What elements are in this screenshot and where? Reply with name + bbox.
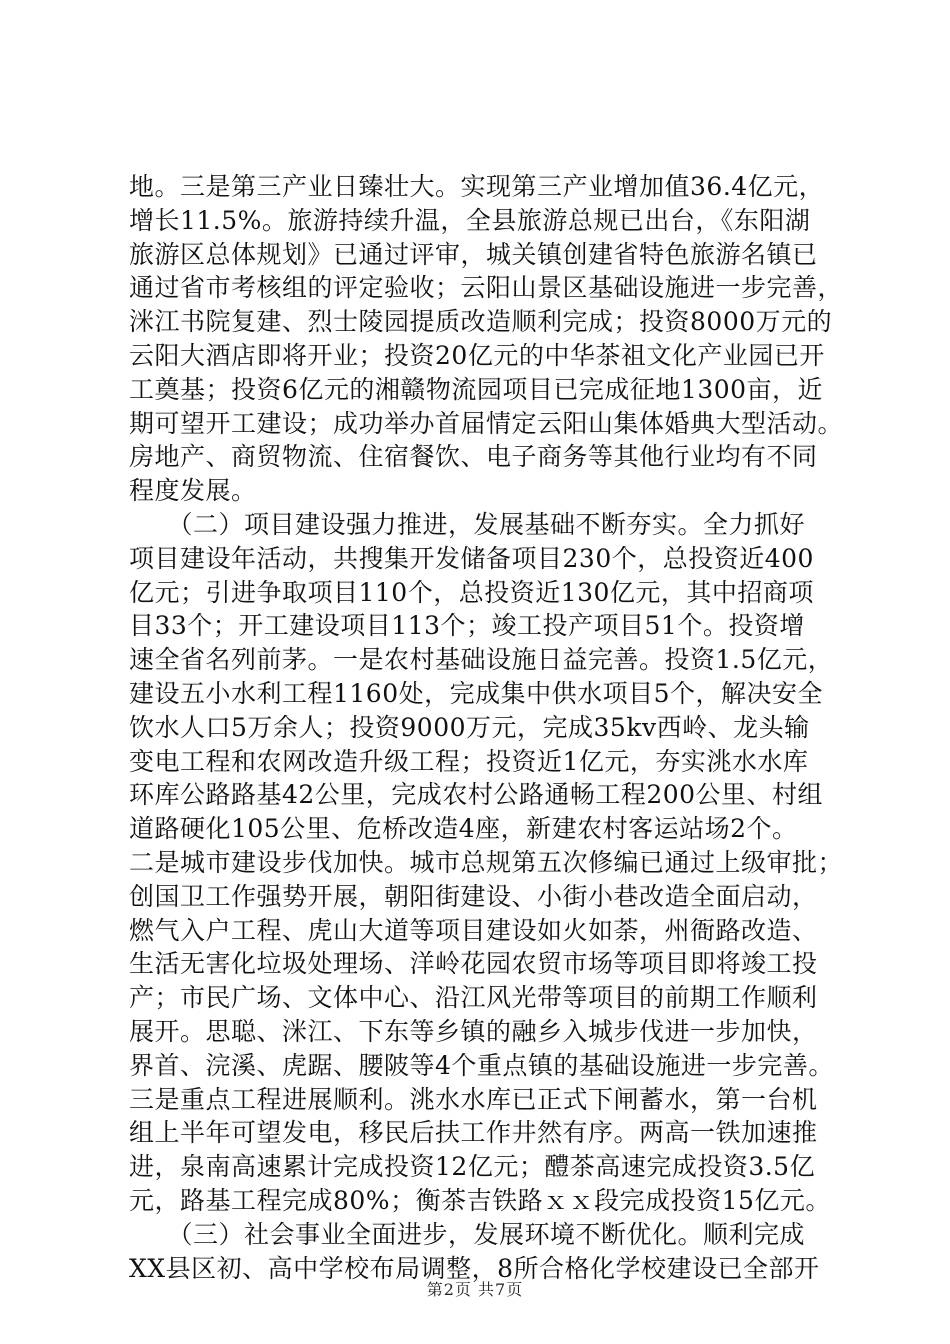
text-line: 项目建设年活动，共搜集开发储备项目230个，总投资近400	[129, 543, 814, 573]
text-line: 通过省市考核组的评定验收；云阳山景区基础设施进一步完善，	[129, 273, 844, 303]
text-line: 创国卫工作强势开展，朝阳街建设、小街小巷改造全面启动，	[129, 881, 818, 911]
text-line: 组上半年可望发电，移民后扶工作井然有序。两高一铁加速推	[129, 1118, 818, 1148]
text-line: 三是重点工程进展顺利。洮水水库已正式下闸蓄水，第一台机	[129, 1084, 818, 1114]
text-line: 生活无害化垃圾处理场、洋岭花园农贸市场等项目即将竣工投	[129, 949, 818, 979]
body-text	[129, 170, 844, 1285]
text-line: 目33个；开工建设项目113个；竣工投产项目51个。投资增	[129, 611, 805, 641]
page-footer: 第2页 共7页	[426, 1280, 524, 1299]
text-line: 期可望开工建设；成功举办首届情定云阳山集体婚典大型活动。	[129, 408, 844, 438]
text-line: 变电工程和农网改造升级工程；投资近1亿元，夯实洮水水库	[129, 746, 809, 776]
text-line: （三）社会事业全面进步，发展环境不断优化。顺利完成	[129, 1219, 806, 1249]
text-line: 程度发展。	[129, 476, 257, 506]
text-line: 界首、浣溪、虎踞、腰陂等4个重点镇的基础设施进一步完善。	[129, 1050, 834, 1080]
text-line: 元，路基工程完成80%；衡茶吉铁路ｘｘ段完成投资15亿元。	[129, 1185, 831, 1215]
text-line: 亿元；引进争取项目110个，总投资近130亿元，其中招商项	[129, 577, 814, 607]
text-line: 云阳大酒店即将开业；投资20亿元的中华茶祖文化产业园已开	[129, 340, 825, 370]
text-line: 饮水人口5万余人；投资9000万元，完成35kv西岭、龙头输	[129, 712, 810, 742]
text-line: XX县区初、高中学校布局调整，8所合格化学校建设已全部开	[129, 1253, 820, 1283]
text-line: 工奠基；投资6亿元的湘赣物流园项目已完成征地1300亩，近	[129, 374, 824, 404]
text-line: 旅游区总体规划》已通过评审，城关镇创建省特色旅游名镇已	[129, 239, 818, 269]
text-line: 速全省名列前茅。一是农村基础设施日益完善。投资1.5亿元，	[129, 645, 834, 675]
text-line: （二）项目建设强力推进，发展基础不断夯实。全力抓好	[129, 509, 806, 539]
text-line: 地。三是第三产业日臻壮大。实现第三产业增加值36.4亿元，	[129, 172, 825, 201]
text-line: 燃气入户工程、虎山大道等项目建设如火如荼，州衙路改造、	[129, 915, 818, 945]
text-line: 二是城市建设步伐加快。城市总规第五次修编已通过上级审批；	[129, 847, 844, 877]
text-line: 洣江书院复建、烈士陵园提质改造顺利完成；投资8000万元的	[129, 307, 833, 337]
text-line: 道路硬化105公里、危桥改造4座，新建农村客运站场2个。	[129, 814, 798, 844]
text-line: 产；市民广场、文体中心、沿江风光带等项目的前期工作顺利	[129, 983, 818, 1013]
text-line: 房地产、商贸物流、住宿餐饮、电子商务等其他行业均有不同	[129, 442, 818, 472]
text-line: 进，泉南高速累计完成投资12亿元；醴茶高速完成投资3.5亿	[129, 1152, 816, 1182]
text-line: 展开。思聪、洣江、下东等乡镇的融乡入城步伐进一步加快，	[129, 1016, 818, 1046]
text-line: 增长11.5%。旅游持续升温，全县旅游总规已出台，《东阳湖	[129, 205, 811, 235]
text-line: 环库公路路基42公里，完成农村公路通畅工程200公里、村组	[129, 780, 824, 810]
text-line: 建设五小水利工程1160处，完成集中供水项目5个，解决安全	[129, 678, 824, 708]
